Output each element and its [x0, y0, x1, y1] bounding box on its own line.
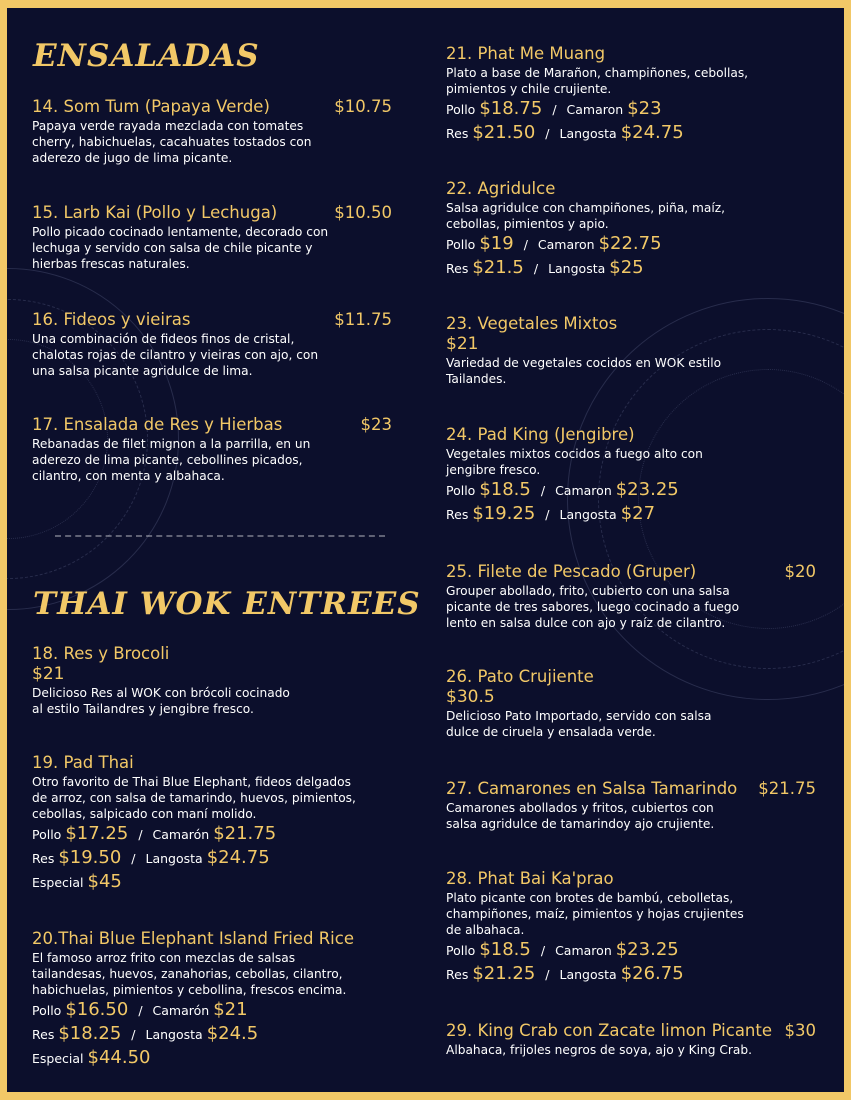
- menu-item-18: [32, 644, 392, 717]
- price-row: Res $21.50 / Langosta $24.75: [446, 122, 684, 143]
- price-value: $18.5: [479, 939, 531, 960]
- menu-item-28: [446, 869, 816, 986]
- item-price: $30: [784, 1021, 816, 1040]
- menu-item-25: [446, 562, 816, 631]
- price-value: $45: [87, 871, 122, 892]
- price-value: $18.5: [479, 479, 531, 500]
- price-value: $17.25: [65, 823, 129, 844]
- menu-item-17: [32, 415, 392, 484]
- item-name: 23. Vegetales Mixtos: [446, 314, 618, 333]
- item-name: 14. Som Tum (Papaya Verde): [32, 97, 270, 116]
- price-value: $21.25: [472, 963, 536, 984]
- item-description: Una combinación de fideos finos de cristal, chalotas rojas de cilantro y vieiras con ajo, con una salsa picante agridulce de lima.: [32, 332, 319, 378]
- item-price: $21: [32, 664, 65, 684]
- menu-item-26: [446, 667, 816, 740]
- item-name: 19. Pad Thai: [32, 753, 134, 772]
- menu-item-22: [446, 179, 816, 280]
- price-row: Pollo $16.50 / Camarón $21: [32, 999, 248, 1020]
- price-value: $21.50: [472, 122, 536, 143]
- price-row: Especial $45: [32, 871, 122, 892]
- menu-item-14: [32, 97, 392, 166]
- item-price: $20: [784, 562, 816, 581]
- price-value: $18.75: [479, 98, 543, 119]
- item-name: 28. Phat Bai Ka'prao: [446, 869, 614, 888]
- price-value: $19.25: [472, 503, 536, 524]
- menu-item-21: [446, 44, 816, 145]
- item-price: $10.50: [334, 203, 392, 222]
- item-description: Grouper abollado, frito, cubierto con una salsa picante de tres sabores, luego cocinado a fuego lento en salsa dulce con ajo y raíz de cilantro.: [446, 584, 740, 630]
- section-divider: [55, 535, 385, 537]
- price-value: $19.50: [58, 847, 122, 868]
- item-description: Plato picante con brotes de bambú, cebolletas, champiñones, maíz, pimientos y hojas crujientes de albahaca.: [446, 891, 744, 937]
- price-value: $21.75: [213, 823, 277, 844]
- item-name: 29. King Crab con Zacate limon Picante: [446, 1021, 773, 1040]
- menu-item-20: [32, 929, 412, 1070]
- price-value: $19: [479, 233, 514, 254]
- item-description: Albahaca, frijoles negros de soya, ajo y King Crab.: [446, 1043, 752, 1057]
- price-value: $44.50: [87, 1047, 151, 1068]
- item-name: 20.Thai Blue Elephant Island Fried Rice: [32, 929, 354, 948]
- item-price: $21.75: [758, 779, 816, 798]
- item-description: Vegetales mixtos cocidos a fuego alto con jengibre fresco.: [446, 447, 703, 477]
- item-name: 18. Res y Brocoli: [32, 644, 170, 663]
- item-name: 27. Camarones en Salsa Tamarindo: [446, 779, 738, 798]
- price-value: $24.5: [206, 1023, 259, 1044]
- item-description: Variedad de vegetales cocidos en WOK estilo Tailandes.: [446, 356, 722, 386]
- price-row: Res $21.5 / Langosta $25: [446, 257, 644, 278]
- price-value: $21.5: [472, 257, 524, 278]
- item-name: 17. Ensalada de Res y Hierbas: [32, 415, 283, 434]
- price-value: $24.75: [206, 847, 270, 868]
- item-name: 16. Fideos y vieiras: [32, 310, 191, 329]
- price-row: Pollo $18.5 / Camaron $23.25: [446, 479, 679, 500]
- item-description: Pollo picado cocinado lentamente, decorado con lechuga y servido con salsa de chile picante y hierbas frescas naturales.: [32, 225, 329, 271]
- item-description: Rebanadas de filet mignon a la parrilla, en un aderezo de lima picante, cebollines picados, cilantro, con menta y albahaca.: [32, 437, 311, 483]
- price-value: $23.25: [615, 939, 679, 960]
- item-description: El famoso arroz frito con mezclas de salsas tailandesas, huevos, zanahorias, cebollas, cilantro, habichuelas, pimientos y cebollina, frescos encima.: [32, 951, 347, 997]
- price-row: Pollo $17.25 / Camarón $21.75: [32, 823, 277, 844]
- price-row: Pollo $18.75 / Camaron $23: [446, 98, 662, 119]
- item-name: 21. Phat Me Muang: [446, 44, 606, 63]
- menu-item-16: [32, 310, 392, 379]
- item-price: $21: [446, 334, 479, 354]
- item-description: Papaya verde rayada mezclada con tomates cherry, habichuelas, cacahuates tostados con aderezo de jugo de lima picante.: [32, 119, 312, 165]
- menu-item-15: [32, 203, 392, 272]
- price-value: $22.75: [598, 233, 662, 254]
- price-row: Pollo $19 / Camaron $22.75: [446, 233, 662, 254]
- price-value: $18.25: [58, 1023, 122, 1044]
- price-value: $21: [213, 999, 248, 1020]
- menu-item-24: [446, 425, 816, 526]
- menu-page: [7, 8, 844, 1092]
- price-value: $25: [609, 257, 644, 278]
- item-price: $10.75: [334, 97, 392, 116]
- section-title-ensaladas: ENSALADAS: [33, 38, 260, 74]
- item-name: 25. Filete de Pescado (Gruper): [446, 562, 697, 581]
- item-description: Salsa agridulce con champiñones, piña, maíz, cebollas, pimientos y apio.: [446, 201, 726, 231]
- item-description: Plato a base de Marañon, champiñones, cebollas, pimientos y chile crujiente.: [446, 66, 749, 96]
- price-value: $16.50: [65, 999, 129, 1020]
- menu-item-19: [32, 753, 412, 894]
- item-price: $23: [360, 415, 392, 434]
- menu-item-27: [446, 779, 816, 832]
- price-row: Especial $44.50: [32, 1047, 151, 1068]
- price-row: Res $19.25 / Langosta $27: [446, 503, 656, 524]
- item-name: 15. Larb Kai (Pollo y Lechuga): [32, 203, 278, 222]
- price-value: $24.75: [620, 122, 684, 143]
- item-name: 26. Pato Crujiente: [446, 667, 594, 686]
- item-name: 24. Pad King (Jengibre): [446, 425, 635, 444]
- menu-item-29: [446, 1021, 816, 1058]
- item-description: Delicioso Res al WOK con brócoli cocinado al estilo Tailandres y jengibre fresco.: [32, 686, 290, 716]
- item-price: $30.5: [446, 687, 495, 707]
- section-title-thai-wok-entrees: THAI WOK ENTREES: [33, 586, 421, 622]
- item-price: $11.75: [334, 310, 392, 329]
- item-description: Otro favorito de Thai Blue Elephant, fideos delgados de arroz, con salsa de tamarindo, huevos, pimientos, cebollas, salpicado con maní molido.: [32, 775, 356, 821]
- menu-item-23: [446, 314, 816, 387]
- item-description: Camarones abollados y fritos, cubiertos con salsa agridulce de tamarindoy ajo crujiente.: [446, 801, 715, 831]
- price-value: $23.25: [615, 479, 679, 500]
- price-row: Res $19.50 / Langosta $24.75: [32, 847, 270, 868]
- price-row: Pollo $18.5 / Camaron $23.25: [446, 939, 679, 960]
- item-description: Delicioso Pato Importado, servido con salsa dulce de ciruela y ensalada verde.: [446, 709, 712, 739]
- price-row: Res $18.25 / Langosta $24.5: [32, 1023, 259, 1044]
- price-value: $23: [627, 98, 662, 119]
- price-row: Res $21.25 / Langosta $26.75: [446, 963, 684, 984]
- item-name: 22. Agridulce: [446, 179, 556, 198]
- price-value: $27: [620, 503, 656, 524]
- price-value: $26.75: [620, 963, 684, 984]
